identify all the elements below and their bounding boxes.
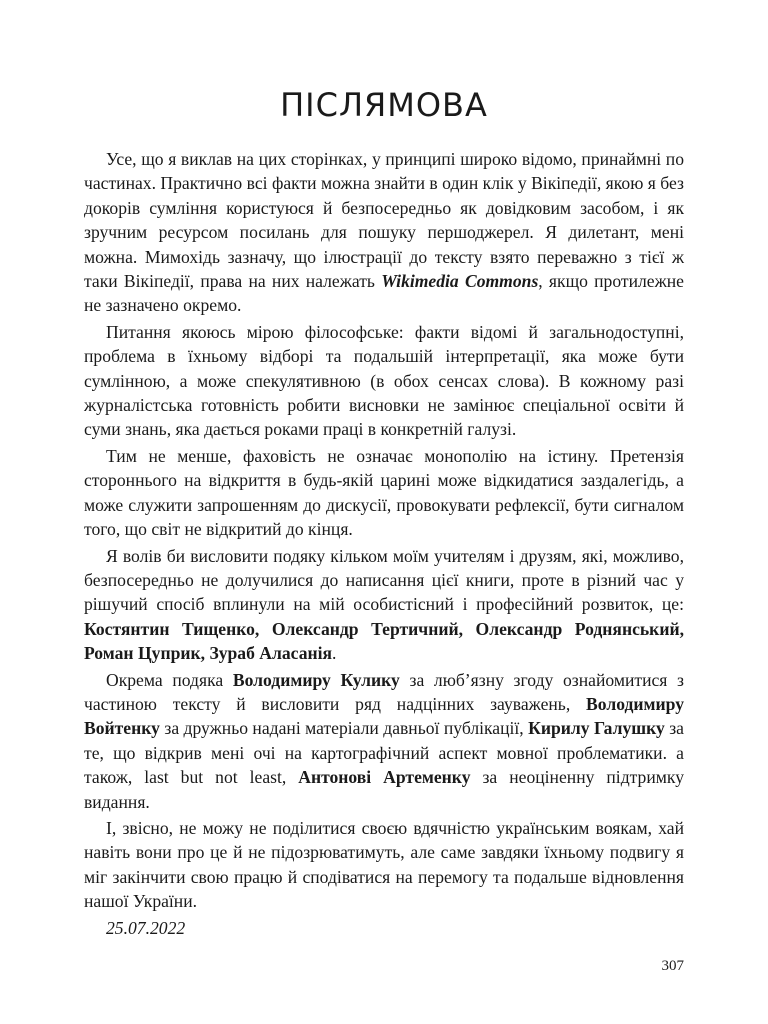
paragraph-5-text-i: за неоціненну підтримку видання. <box>84 767 684 812</box>
paragraph-5-text-c: за люб’язну згоду ознайомитися з частиною тексту й висловити ряд надцінних зауважень, <box>84 669 684 714</box>
paragraph-1-text-c: , якщо протилежне не зазначено окремо. <box>84 271 684 316</box>
paragraph-2: Питання якоюсь мірою філософське: факти відомі й загальнодоступні, проблема в їхньому відборі та подальшій інтерпретації, яка може бути сумлінною, а може спекулятивною (в обох сенсах слова). В кожному разі журналістська готовність робити висновки не замінює спеціальної освіти й суми знань, яка дається роками праці в конкретній галузі. <box>84 321 684 440</box>
paragraph-1 <box>84 147 684 318</box>
name-kulyk: Володимиру Кулику <box>232 669 400 690</box>
name-voitenko: Володимиру Войтенку <box>84 693 684 739</box>
paragraph-6: І, звісно, не можу не поділитися своєю вдячністю українським воякам, хай навіть вони про це й не підозрюватимуть, але саме завдяки їхньому подвигу я міг закінчити свою працю й сподіватися на перемогу та подальше відновлення нашої України. <box>84 817 684 912</box>
teachers-names: Костянтин Тищенко, Олександр Тертичний, Олександр Роднянський, Роман Цуприк, Зураб Аласанія <box>84 618 684 664</box>
paragraph-5-text-a: Окрема подяка <box>106 669 233 690</box>
paragraph-5-text-g: за те, що відкрив мені очі на картографічний аспект мовної проблематики. а також, last but not least, <box>84 718 684 788</box>
paragraph-4 <box>84 544 684 666</box>
name-halushko: Кирилу Галушку <box>528 718 665 739</box>
paragraph-5 <box>84 668 684 814</box>
paragraph-4-text-a: Я волів би висловити подяку кільком моїм учителям і друзям, які, можливо, безпосередньо не долучилися до написання цієї книги, проте в різний час у рішучий спосіб вплинули на мій особистісний і професійний розвиток, це: <box>84 545 684 615</box>
paragraph-3: Тим не менше, фаховість не означає монополію на істину. Претензія стороннього на відкриття в будь-якій царині може відкидатися заздалегідь, а може служити запрошенням до дискусії, провокувати рефлексії, бути сигналом того, що світ не відкритий до кінця. <box>84 445 684 540</box>
page-number: 307 <box>661 958 684 974</box>
afterword-text <box>84 147 684 942</box>
page-title: ПІСЛЯМОВА <box>280 86 488 124</box>
paragraph-1-text-a: Усе, що я виклав на цих сторінках, у принципі широко відомо, принаймні по частинах. Практично всі факти можна знайти в один клік у Вікіпедії, якою я без докорів сумління користуюся й безпосередньо як довідковим засобом, і як зручним ресурсом посилань для пошуку першоджерел. Я дилетант, мені можна. Мимохідь зазначу, що ілюстрації до тексту взято переважно з тієї ж таки Вікіпедії, права на них належать <box>84 149 684 292</box>
paragraph-4-text-c: . <box>332 643 337 664</box>
paragraph-5-text-e: за дружньо надані матеріали давньої публікації, <box>159 718 529 739</box>
wikimedia-commons-emphasis: Wikimedia Commons <box>381 271 539 292</box>
name-artemenko: Антонові Артеменку <box>298 767 471 788</box>
signature-date: 25.07.2022 <box>106 917 186 938</box>
